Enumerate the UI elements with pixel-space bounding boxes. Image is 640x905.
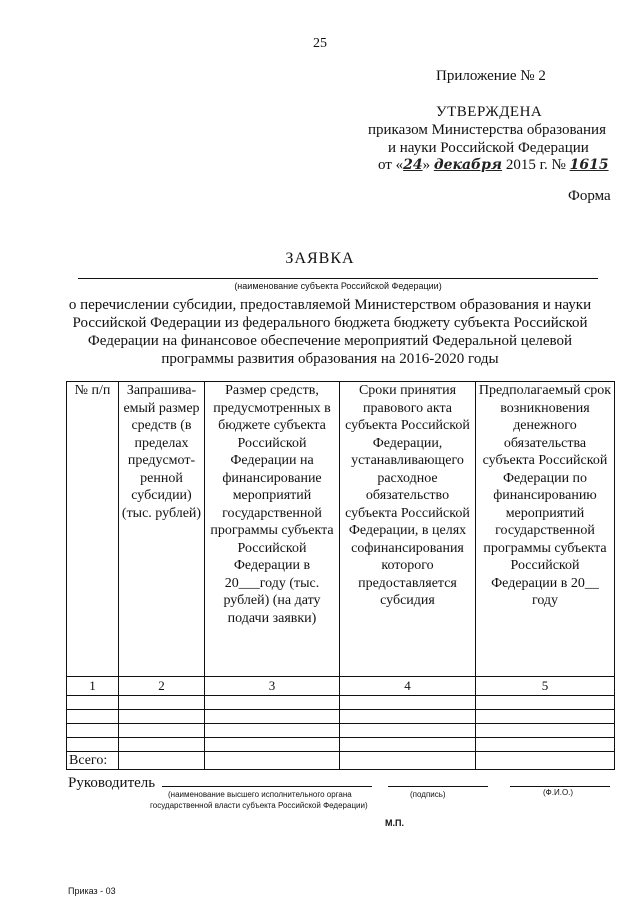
order-number: 1615 <box>569 157 609 173</box>
column-number: 3 <box>205 677 340 696</box>
head-label: Руководитель <box>68 775 156 791</box>
table-cell[interactable] <box>119 737 205 751</box>
page-number: 25 <box>313 36 327 51</box>
table-cell[interactable] <box>205 695 340 709</box>
table-cell[interactable] <box>340 695 476 709</box>
date-mid: » <box>422 157 431 173</box>
table-cell[interactable] <box>119 709 205 723</box>
table-cell[interactable] <box>340 751 476 770</box>
table-row <box>67 709 615 723</box>
table-cell[interactable] <box>476 709 615 723</box>
table-cell[interactable] <box>476 723 615 737</box>
order-line-2: и науки Российской Федерации <box>388 140 589 156</box>
footer-code: Приказ - 03 <box>68 886 116 896</box>
request-description: о перечислении субсидии, предоставляемой Министерством образования и науки Российской Федерации из федерального бюджета бюджету субъекта Российской Федерации на финансовое обеспечение мероприятий Федеральной целевой программы развития образования на 2016-2020 годы <box>68 297 592 367</box>
table-row <box>67 723 615 737</box>
table-cell[interactable] <box>340 723 476 737</box>
table-cell[interactable] <box>476 737 615 751</box>
column-number: 5 <box>476 677 615 696</box>
table-cell[interactable] <box>67 709 119 723</box>
header-number: № п/п <box>67 382 119 677</box>
appendix-label: Приложение № 2 <box>436 68 546 84</box>
subject-name-line <box>78 278 598 279</box>
request-table <box>66 381 615 770</box>
table-cell[interactable] <box>119 751 205 770</box>
header-legal-act-terms: Сроки принятия правового акта субъекта Российской Федерации, устанавливающего расходное обязательство субъекта Российской Федерации, в целях софинансирования которого предоставляется субсидия <box>340 382 476 677</box>
table-cell[interactable] <box>67 737 119 751</box>
table-cell[interactable] <box>205 723 340 737</box>
total-row <box>67 751 615 770</box>
table-header-row <box>67 382 615 677</box>
date-year: 2015 г. № <box>505 157 566 173</box>
column-number: 1 <box>67 677 119 696</box>
table-cell[interactable] <box>67 723 119 737</box>
table-cell[interactable] <box>67 695 119 709</box>
table-cell[interactable] <box>119 723 205 737</box>
table-cell[interactable] <box>119 695 205 709</box>
header-requested-amount: Запрашива-емый размер средств (в пределах предусмот-ренной субсидии) (тыс. рублей) <box>119 382 205 677</box>
table-cell[interactable] <box>205 709 340 723</box>
table-cell[interactable] <box>205 737 340 751</box>
column-number: 4 <box>340 677 476 696</box>
organ-caption-line-1: (наименование высшего исполнительного органа <box>168 790 352 799</box>
column-numbers-row <box>67 677 615 696</box>
date-prefix: от « <box>378 157 404 173</box>
column-number: 2 <box>119 677 205 696</box>
approved-heading: УТВЕРЖДЕНА <box>436 104 543 120</box>
full-name-line <box>510 786 610 787</box>
order-line-1: приказом Министерства образования <box>368 122 606 138</box>
signature-caption: (подпись) <box>410 790 446 799</box>
subject-caption: (наименование субъекта Российской Федерации) <box>234 281 442 291</box>
table-cell[interactable] <box>205 751 340 770</box>
document-title: ЗАЯВКА <box>285 250 355 267</box>
table-cell[interactable] <box>340 709 476 723</box>
signature-line <box>388 786 488 787</box>
organ-name-line <box>162 786 372 787</box>
table-cell[interactable] <box>476 695 615 709</box>
form-label: Форма <box>568 188 611 204</box>
table-cell[interactable] <box>340 737 476 751</box>
full-name-caption: (Ф.И.О.) <box>543 788 574 797</box>
header-budget-amount: Размер средств, предусмотренных в бюджете субъекта Российской Федерации на финансирование мероприятий государственной программы субъекта Российской Федерации в 20___году (тыс. рублей) (на дату подачи заявки) <box>205 382 340 677</box>
table-row <box>67 737 615 751</box>
order-date-line <box>378 157 609 174</box>
table-cell[interactable] <box>476 751 615 770</box>
organ-caption-line-2: государственной власти субъекта Российской Федерации) <box>150 801 368 810</box>
date-month: декабря <box>433 157 503 173</box>
table-row <box>67 695 615 709</box>
stamp-place: М.П. <box>385 818 404 828</box>
total-label: Всего: <box>67 751 119 770</box>
header-obligation-term: Предполагаемый срок возникновения денежного обязательства субъекта Российской Федерации по финансированию мероприятий государственной программы субъекта Российской Федерации в 20__ году <box>476 382 615 677</box>
date-day: 24 <box>403 157 423 173</box>
